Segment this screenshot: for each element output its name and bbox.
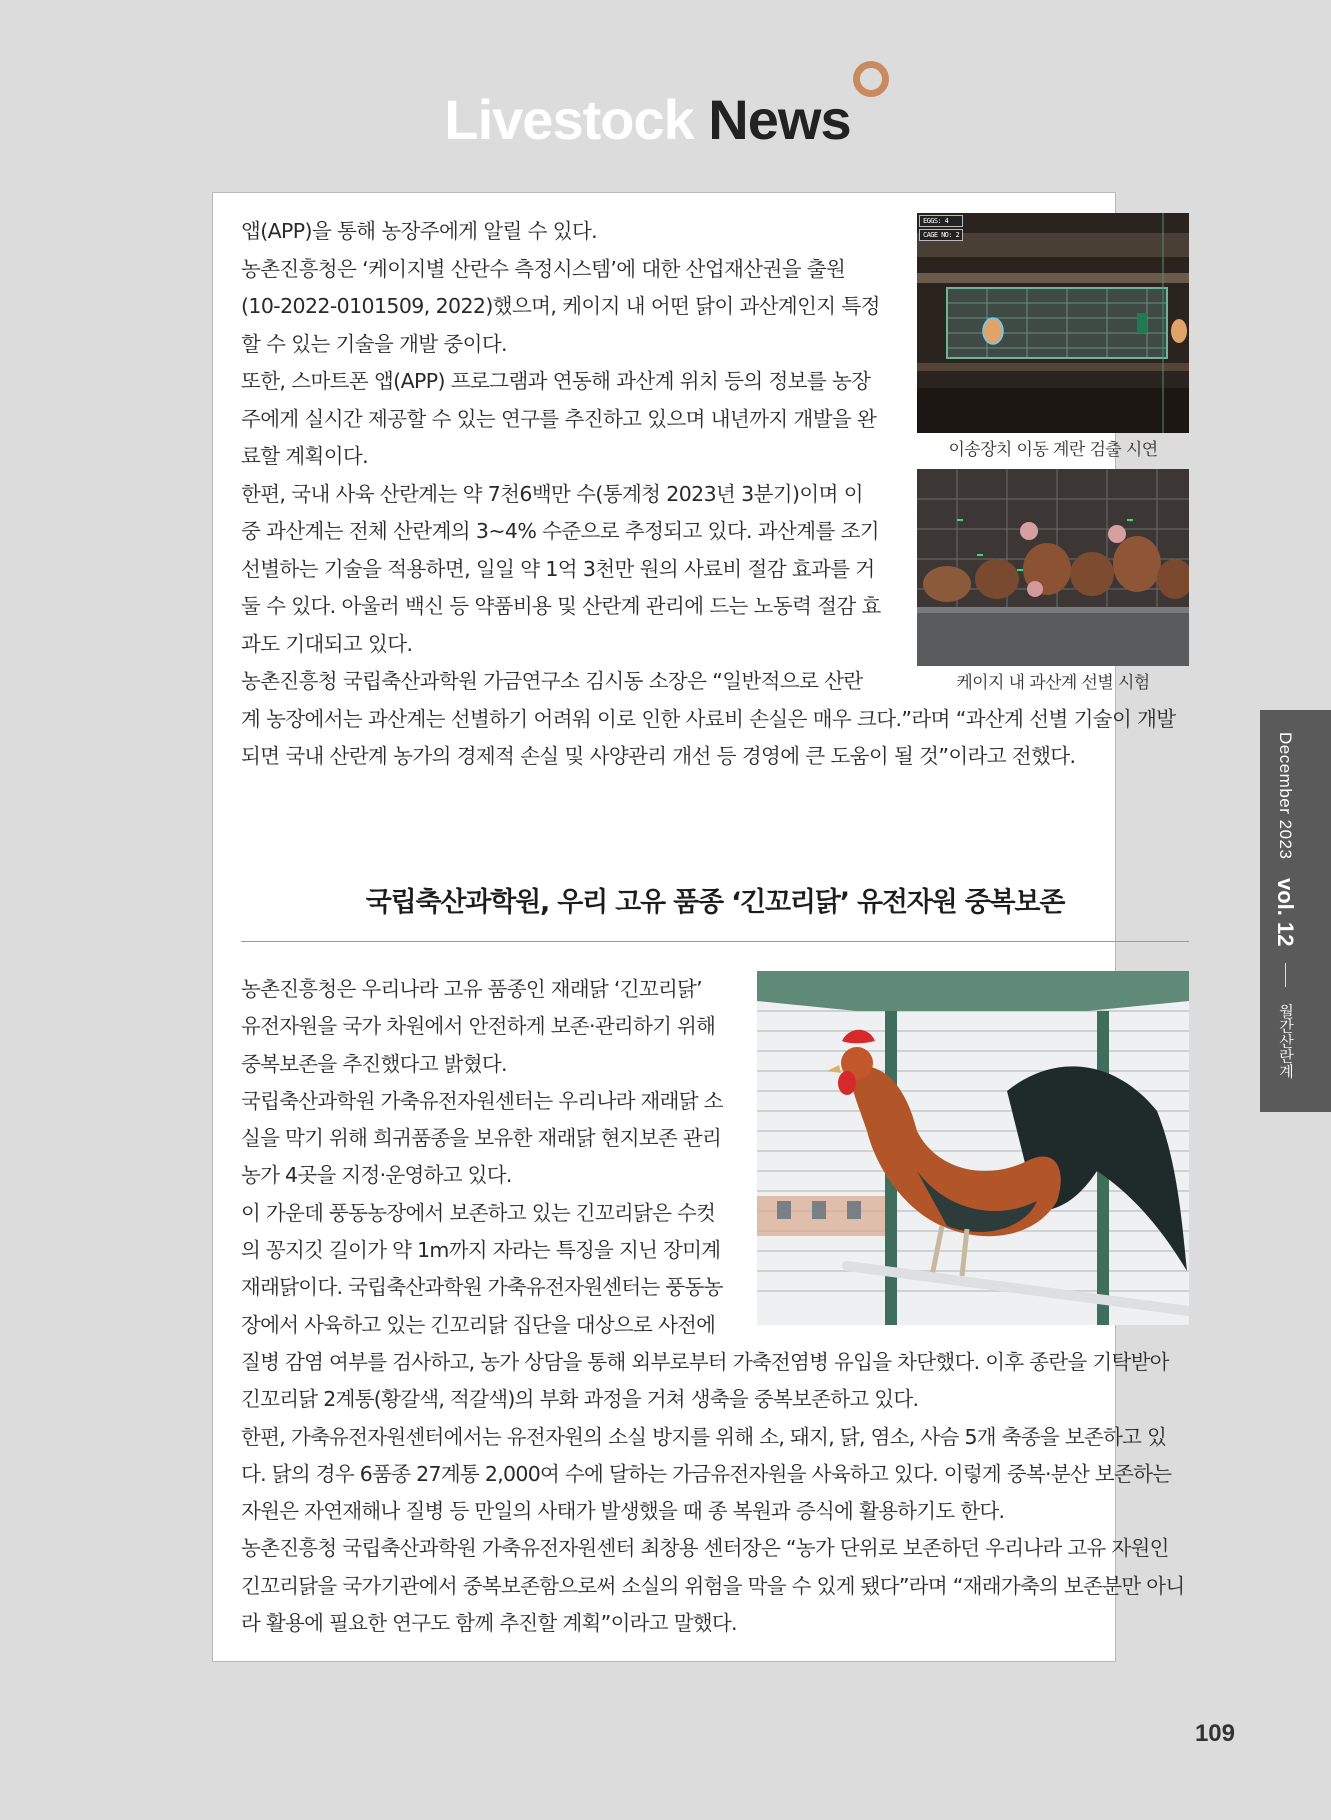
hens-in-cage-illustration-icon bbox=[917, 469, 1189, 666]
side-tab-text bbox=[1272, 732, 1298, 1078]
cage-selection-photo bbox=[917, 469, 1189, 666]
article1-paragraph: 앱(APP)을 통해 농장주에게 알릴 수 있다. bbox=[241, 219, 598, 243]
rooster-illustration-icon bbox=[757, 971, 1189, 1325]
article2-paragraph: 한편, 가축유전자원센터에서는 유전자원의 소실 방지를 위해 소, 돼지, 닭, 염소, 사슴 5개 축종을 보존하고 있다. 닭의 경우 6품종 27계통 2,000여 수에 달하는 가금유전자원을 사육하고 있다. 이렇게 중복·분산 보존하는 자원은 자연재해나 질병 등 만일의 사태가 발생했을 때 종 복원과 증식에 활용하기도 한다. bbox=[241, 1424, 1172, 1524]
article1-paragraph: 농촌진흥청 국립축산과학원 가금연구소 김시동 소장은 “일반적으로 산란계 농장에서는 과산계는 선별하기 어려워 이로 인한 사료비 손실은 매우 크다.”라며 “과산계 선별 기술이 개발되면 국내 산란계 농가의 경제적 손실 및 사양관리 개선 등 경영에 큰 도움이 될 것”이라고 전했다. bbox=[241, 669, 1176, 768]
magazine-title: 월간산란계 bbox=[1277, 1003, 1294, 1079]
article1-paragraph: 농촌진흥청은 ‘케이지별 산란수 측정시스템’에 대한 산업재산권을 출원(10-2022-0101509, 2022)했으며, 케이지 내 어떤 닭이 과산계인지 특정할 수 있는 기술을 개발 중이다. bbox=[241, 256, 880, 356]
page-number: 109 bbox=[1194, 1720, 1235, 1747]
article2-paragraph: 농촌진흥청 국립축산과학원 가축유전자원센터 최창용 센터장은 “농가 단위로 보존하던 우리나라 고유 자원인 긴꼬리닭을 국가기관에서 중복보존함으로써 소실의 위험을 막을 수 있게 됐다”라며 “재래가축의 보존분만 아니라 활용에 필요한 연구도 함께 추진할 계획”이라고 말했다. bbox=[241, 1536, 1185, 1636]
detection-overlay bbox=[919, 215, 963, 243]
article1-paragraph: 한편, 국내 사육 산란계는 약 7천6백만 수(통계청 2023년 3분기)이며 이중 과산계는 전체 산란계의 3~4% 수준으로 추정되고 있다. 과산계를 조기 선별하는 기술을 적용하면, 일일 약 1억 3천만 원의 사료비 절감 효과를 거둘 수 있다. 아울러 백신 등 약품비용 및 산란계 관리에 드는 노동력 절감 효과도 기대되고 있다. bbox=[241, 481, 881, 656]
masthead bbox=[0, 88, 1331, 151]
article2-paragraph: 국립축산과학원 가축유전자원센터는 우리나라 재래닭 소실을 막기 위해 희귀품종을 보유한 재래닭 현지보존 관리 농가 4곳을 지정·운영하고 있다. bbox=[241, 1088, 723, 1188]
photo2-caption: 케이지 내 과산계 선별 시험 bbox=[956, 673, 1150, 693]
cage-number-label: CAGE NO: 2 bbox=[919, 229, 963, 241]
article1-figures bbox=[917, 213, 1189, 694]
photo1-caption: 이송장치 이동 계란 검출 시연 bbox=[948, 440, 1158, 460]
egg-count-label: EGGS: 4 bbox=[919, 215, 963, 227]
article1-paragraph: 또한, 스마트폰 앱(APP) 프로그램과 연동해 과산계 위치 등의 정보를 농장주에게 실시간 제공할 수 있는 연구를 추진하고 있으며 내년까지 개발을 완료할 계획이다. bbox=[241, 369, 877, 468]
conveyor-illustration-icon bbox=[917, 213, 1189, 433]
heading-divider bbox=[241, 941, 1189, 942]
side-tab-divider bbox=[1285, 963, 1286, 987]
article1-body bbox=[241, 213, 1189, 776]
rooster-photo bbox=[757, 971, 1189, 1325]
article2-body bbox=[241, 971, 1189, 1642]
issue-month-year: December 2023 bbox=[1276, 732, 1295, 860]
article2-paragraph: 이 가운데 풍동농장에서 보존하고 있는 긴꼬리닭은 수컷의 꽁지깃 길이가 약 1m까지 자라는 특징을 지닌 장미계 재래닭이다. 국립축산과학원 가축유전자원센터는 풍동농장에서 사육하고 있는 긴꼬리닭 집단을 대상으로 사전에 질병 감염 여부를 검사하고, 농가 상담을 통해 외부로부터 가축전염병 유입을 차단했다. 이후 종란을 기탁받아 긴꼬리닭 2계통(황갈색, 적갈색)의 부화 과정을 거쳐 생축을 중복보존하고 있다. bbox=[241, 1200, 1169, 1412]
issue-volume: vol. 12 bbox=[1273, 877, 1298, 947]
issue-side-tab bbox=[1260, 710, 1331, 1112]
masthead-word-livestock: Livestock bbox=[444, 88, 694, 151]
article2-paragraph: 농촌진흥청은 우리나라 고유 품종인 재래닭 ‘긴꼬리닭’ 유전자원을 국가 차원에서 안전하게 보존·관리하기 위해 중복보존을 추진했다고 밝혔다. bbox=[241, 977, 716, 1076]
masthead-word-news: News bbox=[708, 88, 851, 151]
masthead-circle-icon bbox=[853, 61, 889, 97]
egg-detection-photo bbox=[917, 213, 1189, 433]
article2-heading: 국립축산과학원, 우리 고유 품종 ‘긴꼬리닭’ 유전자원 중복보존 bbox=[365, 887, 1065, 918]
